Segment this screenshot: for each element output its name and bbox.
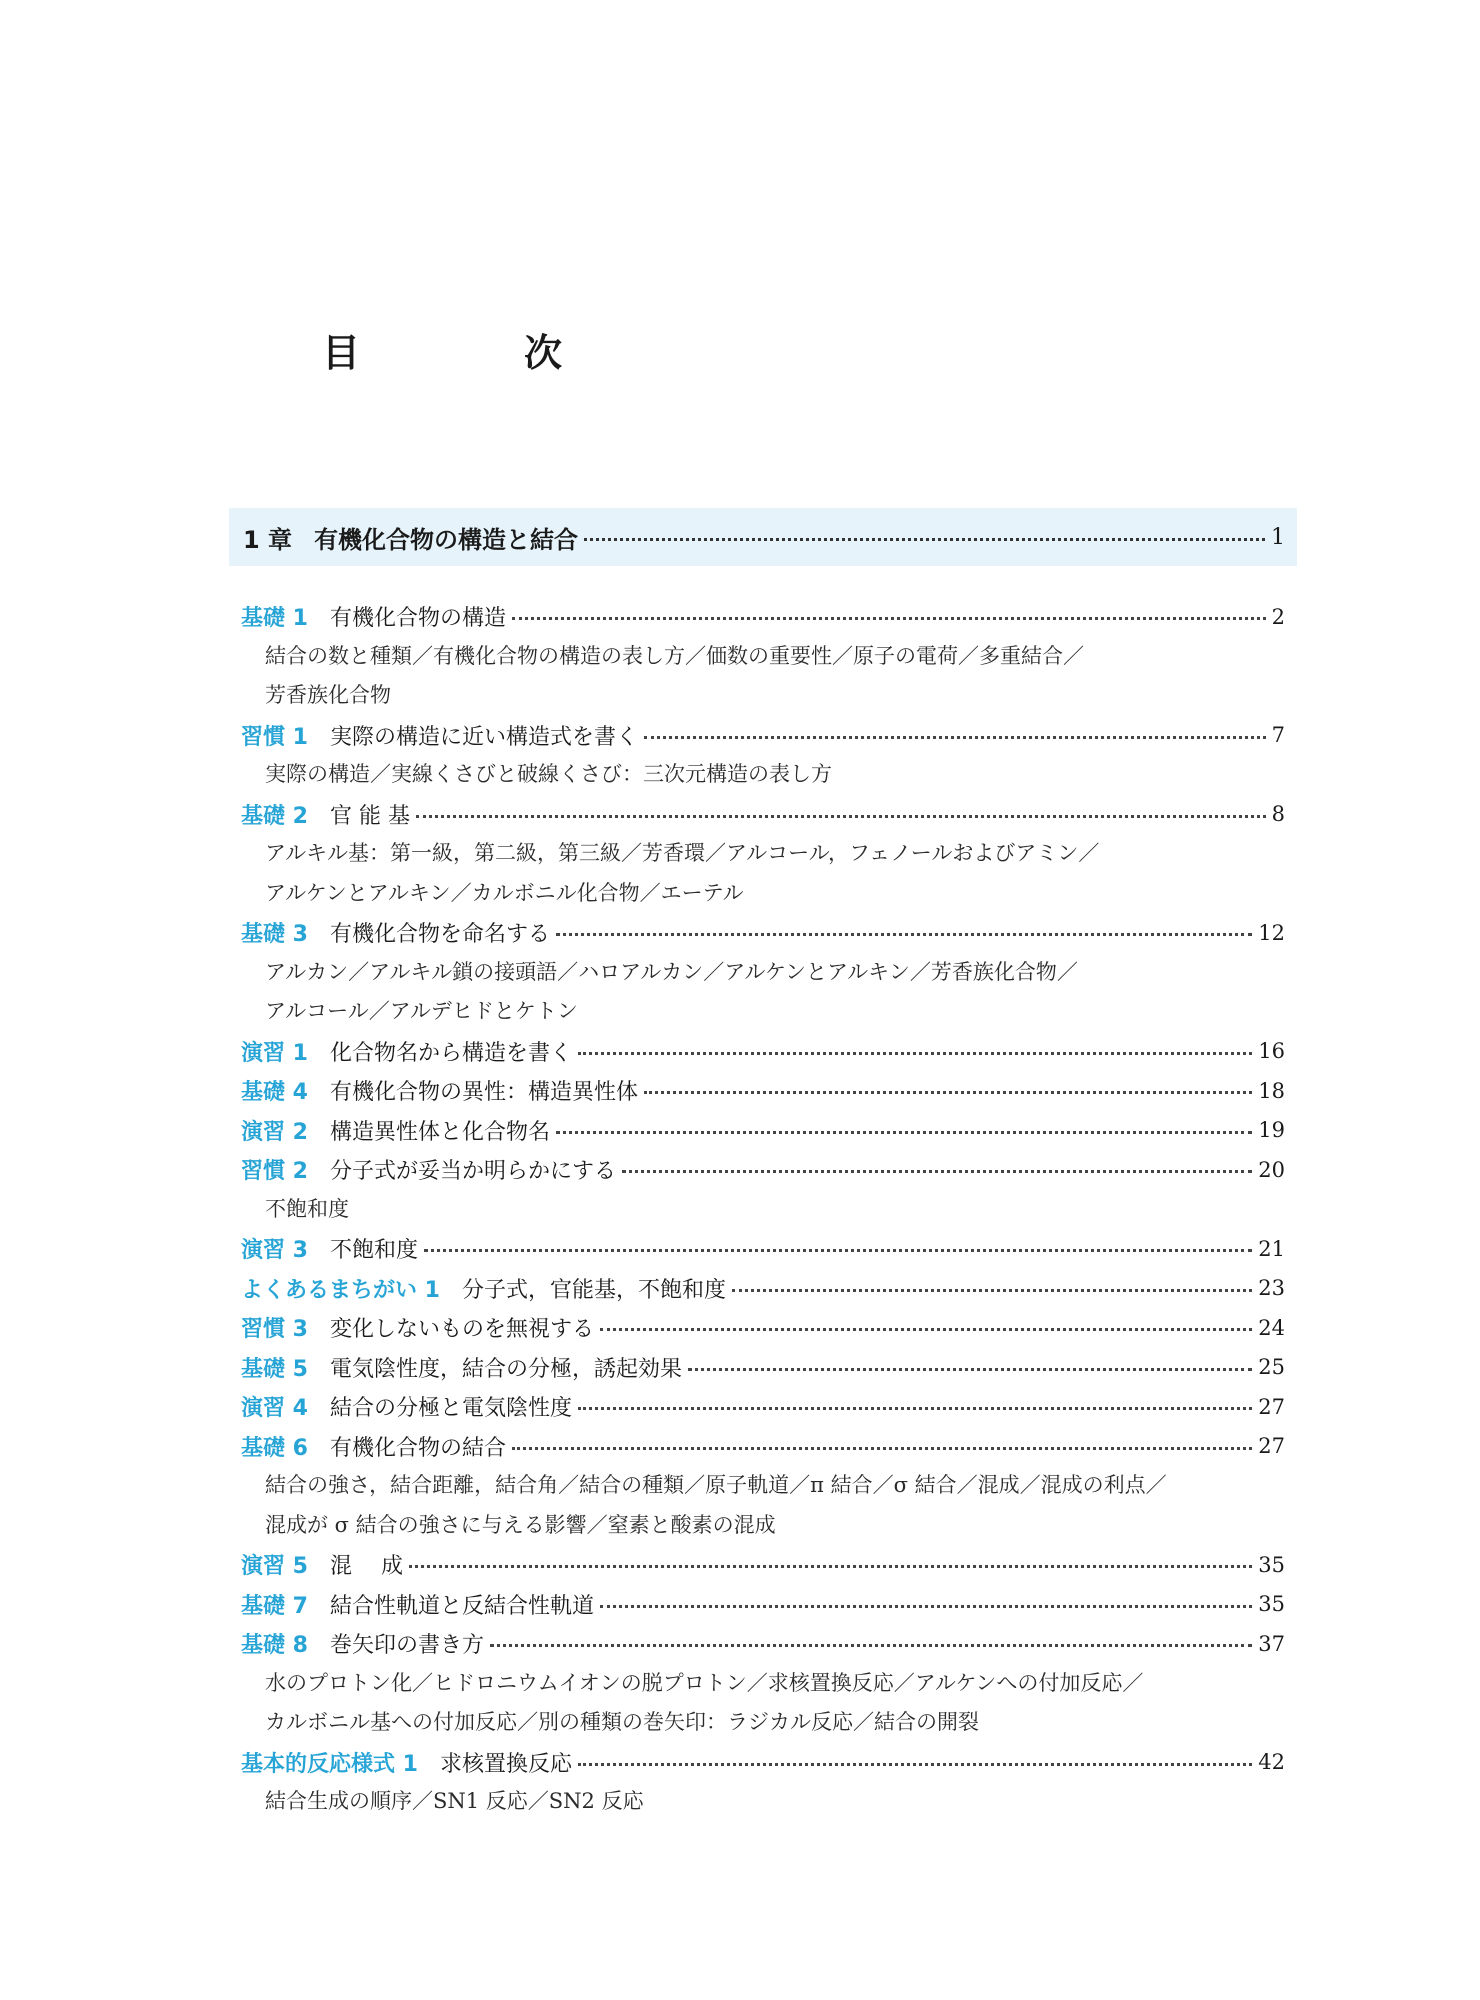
toc-entry-label: 習慣 3 — [241, 1317, 308, 1343]
toc-entry-title: 構造異性体と化合物名 — [329, 1119, 550, 1145]
toc-subtopics: 実際の構造／実線くさびと破線くさび：三次元構造の表し方 — [265, 762, 832, 786]
toc-subtopics: 芳香族化合物 — [265, 683, 391, 707]
toc-entry[interactable] — [241, 597, 1285, 637]
toc-entry-label: 基礎 4 — [241, 1080, 308, 1106]
toc-entry-title: 分子式，官能基，不飽和度 — [461, 1277, 726, 1303]
toc-page-number: 16 — [1258, 1039, 1285, 1064]
dot-leader — [644, 736, 1266, 739]
dot-leader — [584, 538, 1265, 541]
toc-entry[interactable] — [241, 1585, 1285, 1625]
toc-entry[interactable] — [241, 1111, 1285, 1151]
toc-page-number: 27 — [1258, 1394, 1285, 1419]
dot-leader — [556, 933, 1252, 936]
toc-subtopics: カルボニル基への付加反応／別の種類の巻矢印：ラジカル反応／結合の開裂 — [265, 1710, 979, 1734]
toc-entry[interactable] — [241, 1348, 1285, 1388]
toc-subtopics: 混成が σ 結合の強さに与える影響／窒素と酸素の混成 — [265, 1512, 776, 1537]
toc-entry[interactable] — [241, 1150, 1285, 1190]
toc-entry[interactable] — [241, 1545, 1285, 1585]
table-of-contents — [241, 597, 1285, 1822]
dot-leader — [644, 1091, 1252, 1094]
toc-page-number: 35 — [1258, 1592, 1285, 1617]
toc-entry-title: 官 能 基 — [329, 803, 410, 829]
toc-entry-title: 有機化合物を命名する — [329, 922, 550, 948]
toc-entry-label: 基礎 5 — [241, 1356, 308, 1382]
toc-entry-title: 有機化合物の異性：構造異性体 — [329, 1080, 638, 1106]
toc-entry-label: 基礎 1 — [241, 606, 308, 632]
toc-page-number: 27 — [1258, 1434, 1285, 1459]
dot-leader — [490, 1644, 1252, 1647]
dot-leader — [512, 617, 1266, 620]
toc-entry[interactable] — [241, 1743, 1285, 1783]
dot-leader — [600, 1605, 1252, 1608]
dot-leader — [578, 1407, 1252, 1410]
toc-entry-title: 電気陰性度，結合の分極，誘起効果 — [329, 1356, 682, 1382]
toc-entry[interactable] — [241, 1427, 1285, 1467]
toc-entry-label: 基礎 3 — [241, 922, 308, 948]
toc-subtopics: 結合の強さ，結合距離，結合角／結合の種類／原子軌道／π 結合／σ 結合／混成／混成の利点／ — [265, 1473, 1167, 1497]
toc-entry-title: 実際の構造に近い構造式を書く — [329, 724, 638, 750]
toc-entry-title: 結合の分極と電気陰性度 — [329, 1396, 572, 1422]
toc-page-number: 42 — [1258, 1750, 1285, 1775]
dot-leader — [416, 815, 1266, 818]
toc-entry[interactable] — [241, 1387, 1285, 1427]
dot-leader — [622, 1170, 1252, 1173]
toc-entry-title: 混 成 — [329, 1554, 403, 1580]
toc-subtopics: 結合生成の順序／SN1 反応／SN2 反応 — [265, 1789, 644, 1813]
toc-entry-label: 習慣 2 — [241, 1159, 308, 1185]
toc-entry[interactable] — [241, 1308, 1285, 1348]
toc-subtopics: アルコール／アルデヒドとケトン — [265, 999, 578, 1023]
toc-page-number: 7 — [1271, 723, 1285, 748]
toc-entry-title: 変化しないものを無視する — [329, 1317, 594, 1343]
toc-entry[interactable] — [241, 1624, 1285, 1664]
toc-entry-label: 基礎 2 — [241, 803, 308, 829]
toc-page-number: 35 — [1258, 1552, 1285, 1577]
dot-leader — [688, 1368, 1252, 1371]
toc-entry-title: 有機化合物の結合 — [329, 1435, 506, 1461]
toc-page-number: 8 — [1271, 802, 1285, 827]
toc-entry-title: 求核置換反応 — [439, 1751, 572, 1777]
toc-page-number: 37 — [1258, 1631, 1285, 1656]
toc-entry-title: 巻矢印の書き方 — [329, 1633, 484, 1659]
toc-entry-label: 基礎 6 — [241, 1435, 308, 1461]
toc-subtopics: 不飽和度 — [265, 1196, 349, 1221]
toc-entry-title: 不飽和度 — [329, 1238, 418, 1264]
toc-entry-title: 分子式が妥当か明らかにする — [329, 1159, 616, 1185]
toc-subtopics: 水のプロトン化／ヒドロニウムイオンの脱プロトン／求核置換反応／アルケンへの付加反応／ — [265, 1670, 1144, 1695]
toc-entry-label: 演習 2 — [241, 1119, 308, 1145]
toc-entry[interactable] — [241, 1269, 1285, 1309]
toc-page-number: 24 — [1258, 1315, 1285, 1340]
page-title-left: 目 — [322, 331, 361, 375]
toc-page-number: 12 — [1258, 920, 1285, 945]
page-title-right: 次 — [523, 331, 562, 375]
toc-subtopics: 結合の数と種類／有機化合物の構造の表し方／価数の重要性／原子の電荷／多重結合／ — [265, 643, 1084, 668]
toc-entry[interactable] — [241, 795, 1285, 835]
toc-entry[interactable] — [241, 716, 1285, 756]
toc-page-number: 18 — [1258, 1078, 1285, 1103]
toc-subtopics: アルキル基：第一級，第二級，第三級／芳香環／アルコール，フェノールおよびアミン／ — [265, 841, 1100, 865]
toc-page-number: 2 — [1271, 604, 1285, 629]
toc-entry-label: 基本的反応様式 1 — [241, 1751, 418, 1777]
toc-subtopics: アルケンとアルキン／カルボニル化合物／エーテル — [265, 880, 744, 905]
toc-subtopics: アルカン／アルキル鎖の接頭語／ハロアルカン／アルケンとアルキン／芳香族化合物／ — [265, 959, 1078, 984]
toc-entry-label: 演習 1 — [241, 1040, 308, 1066]
toc-entry-label: 演習 3 — [241, 1238, 308, 1264]
dot-leader — [578, 1052, 1252, 1055]
toc-page-number: 23 — [1258, 1276, 1285, 1301]
chapter-title: 有機化合物の構造と結合 — [314, 525, 579, 554]
toc-page-number: 20 — [1258, 1157, 1285, 1182]
chapter-heading[interactable] — [229, 508, 1297, 566]
toc-entry-label: 基礎 7 — [241, 1593, 308, 1619]
toc-entry-title: 結合性軌道と反結合性軌道 — [329, 1593, 594, 1619]
toc-entry-label: よくあるまちがい 1 — [241, 1277, 440, 1303]
toc-page-number: 21 — [1258, 1236, 1285, 1261]
toc-entry-label: 演習 4 — [241, 1396, 308, 1422]
toc-entry[interactable] — [241, 913, 1285, 953]
toc-entry-label: 演習 5 — [241, 1554, 308, 1580]
toc-entry[interactable] — [241, 1032, 1285, 1072]
dot-leader — [556, 1131, 1252, 1134]
toc-entry-label: 習慣 1 — [241, 724, 308, 750]
chapter-page-number: 1 — [1271, 524, 1285, 550]
toc-entry[interactable] — [241, 1229, 1285, 1269]
chapter-label: 1 章 — [243, 525, 293, 554]
toc-page-number: 25 — [1258, 1355, 1285, 1380]
toc-entry-title: 化合物名から構造を書く — [329, 1040, 572, 1066]
dot-leader — [600, 1328, 1252, 1331]
dot-leader — [732, 1289, 1252, 1292]
page-title — [322, 322, 562, 377]
toc-entry[interactable] — [241, 1071, 1285, 1111]
dot-leader — [409, 1565, 1252, 1568]
toc-entry-label: 基礎 8 — [241, 1633, 308, 1659]
toc-page-number: 19 — [1258, 1118, 1285, 1143]
dot-leader — [424, 1249, 1252, 1252]
dot-leader — [578, 1763, 1252, 1766]
toc-entry-title: 有機化合物の構造 — [329, 606, 506, 632]
dot-leader — [512, 1447, 1252, 1450]
